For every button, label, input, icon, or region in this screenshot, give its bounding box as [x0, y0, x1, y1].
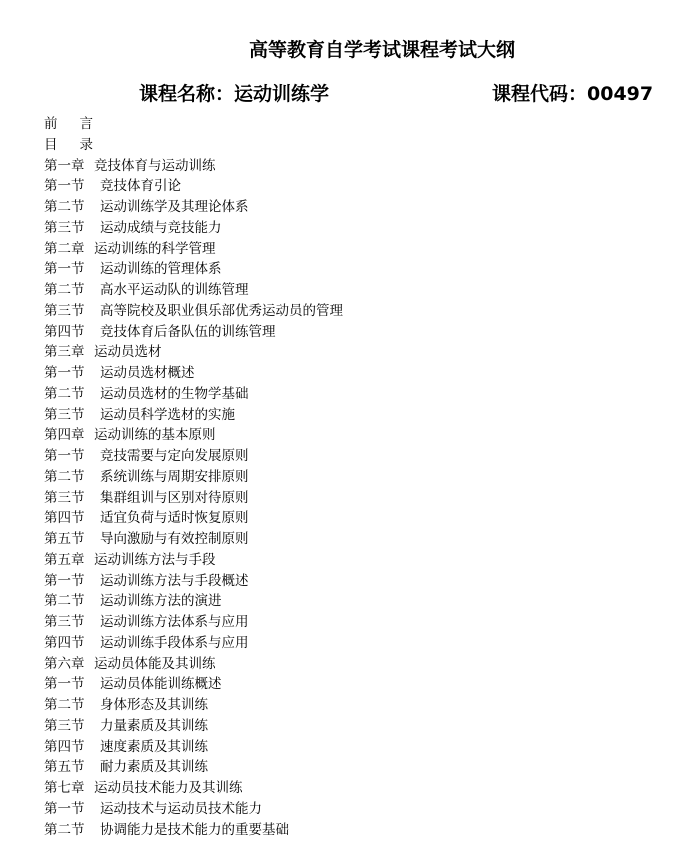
toc-section	[44, 322, 343, 343]
toc-label: 第二节	[44, 593, 85, 610]
toc-title: 集群组训与区别对待原则	[100, 489, 249, 506]
toc-title: 运动训练方法体系与应用	[100, 614, 249, 630]
toc-chapter	[44, 654, 343, 675]
toc-label: 第二节	[44, 697, 85, 713]
toc-label: 第一节	[44, 800, 85, 817]
toc-label: 第一节	[44, 676, 85, 693]
toc-label: 第二节	[44, 821, 85, 838]
toc-chapter	[44, 550, 343, 571]
toc-label: 第三节	[44, 406, 85, 423]
toc-section	[44, 757, 343, 778]
toc-section	[44, 529, 343, 550]
toc-label: 第三节	[44, 219, 85, 236]
toc-title: 导向激励与有效控制原则	[100, 531, 249, 547]
toc-label: 第二节	[44, 385, 85, 402]
toc-section	[44, 218, 343, 239]
toc-title: 竞技体育与运动训练	[94, 157, 216, 174]
toc-section	[44, 446, 343, 467]
toc-title: 运动训练学及其理论体系	[100, 199, 249, 215]
toc-front-matter	[44, 114, 343, 135]
toc-label: 第五节	[44, 531, 85, 547]
toc-label: 第四节	[44, 738, 85, 755]
toc-label: 第二节	[44, 282, 85, 298]
toc-section	[44, 716, 343, 737]
toc-label: 第一节	[44, 261, 85, 278]
toc-title: 高等院校及职业俱乐部优秀运动员的管理	[100, 302, 343, 319]
toc-title: 竞技体育后备队伍的训练管理	[100, 323, 276, 340]
toc-title: 运动员科学选材的实施	[100, 406, 235, 423]
toc-section	[44, 488, 343, 509]
toc-label: 第三章	[44, 344, 85, 361]
toc-section	[44, 301, 343, 322]
toc-chapter	[44, 778, 343, 799]
toc-section	[44, 633, 343, 654]
toc-title: 运动训练的管理体系	[100, 261, 222, 278]
toc-title: 运动成绩与竞技能力	[100, 219, 222, 236]
toc-label: 第三节	[44, 717, 85, 734]
toc-section	[44, 405, 343, 426]
toc-label: 第四节	[44, 634, 85, 651]
toc-label: 第三节	[44, 302, 85, 319]
toc-label: 第二节	[44, 468, 85, 485]
toc-title: 适宜负荷与适时恢复原则	[100, 510, 249, 527]
toc-title: 速度素质及其训练	[100, 738, 208, 755]
toc-section	[44, 508, 343, 529]
toc-label: 第七章	[44, 780, 85, 796]
toc-section	[44, 737, 343, 758]
toc-section	[44, 197, 343, 218]
toc-title: 高水平运动队的训练管理	[100, 282, 249, 298]
toc-title: 耐力素质及其训练	[100, 759, 208, 776]
toc-front-matter	[44, 135, 343, 156]
course-code: 课程代码：00497	[492, 83, 654, 105]
toc-label: 第一节	[44, 448, 85, 464]
toc-title: 运动员选材概述	[100, 365, 195, 381]
toc-title: 运动训练方法与手段	[94, 551, 216, 568]
toc-section	[44, 176, 343, 197]
toc-title: 运动训练手段体系与应用	[100, 634, 249, 651]
toc-section	[44, 695, 343, 716]
document-title: 高等教育自学考试课程考试大纲	[248, 39, 515, 61]
toc-label: 第二节	[44, 199, 85, 215]
toc-title: 运动员选材的生物学基础	[100, 385, 249, 402]
toc-title: 运动训练的基本原则	[94, 427, 216, 444]
toc-title: 协调能力是技术能力的重要基础	[100, 821, 289, 838]
toc-label: 第六章	[44, 655, 85, 672]
toc-title: 运动训练方法的演进	[100, 593, 222, 610]
toc-section	[44, 591, 343, 612]
toc-chapter	[44, 342, 343, 363]
toc-section	[44, 363, 343, 384]
toc-section	[44, 384, 343, 405]
toc-section	[44, 280, 343, 301]
toc-label: 第二章	[44, 240, 85, 257]
toc-title: 运动员体能训练概述	[100, 676, 222, 693]
toc-label: 第四节	[44, 323, 85, 340]
toc-title: 运动技术与运动员技术能力	[100, 800, 262, 817]
toc-chapter	[44, 156, 343, 177]
course-name: 课程名称：运动训练学	[139, 83, 330, 105]
toc-label: 第一节	[44, 572, 85, 589]
toc-title: 系统训练与周期安排原则	[100, 468, 249, 485]
toc-title: 运动员体能及其训练	[94, 655, 216, 672]
toc-section	[44, 674, 343, 695]
toc-section	[44, 571, 343, 592]
toc-title: 运动员选材	[94, 344, 162, 361]
toc-label: 第四章	[44, 427, 85, 444]
table-of-contents	[44, 114, 343, 840]
toc-label: 目录	[44, 136, 115, 153]
toc-title: 运动训练的科学管理	[94, 240, 216, 257]
toc-label: 前言	[44, 116, 115, 132]
toc-title: 身体形态及其训练	[100, 697, 208, 713]
toc-section	[44, 820, 343, 841]
toc-label: 第四节	[44, 510, 85, 527]
toc-chapter	[44, 425, 343, 446]
toc-label: 第三节	[44, 489, 85, 506]
toc-section	[44, 612, 343, 633]
toc-chapter	[44, 239, 343, 260]
toc-label: 第一节	[44, 365, 85, 381]
toc-title: 运动员技术能力及其训练	[94, 780, 243, 796]
toc-title: 力量素质及其训练	[100, 717, 208, 734]
toc-title: 运动训练方法与手段概述	[100, 572, 249, 589]
toc-section	[44, 799, 343, 820]
toc-label: 第三节	[44, 614, 85, 630]
toc-section	[44, 467, 343, 488]
toc-label: 第一节	[44, 178, 85, 195]
course-info	[0, 80, 676, 108]
toc-title: 竞技体育引论	[100, 178, 181, 195]
toc-label: 第五节	[44, 759, 85, 776]
toc-section	[44, 259, 343, 280]
toc-label: 第五章	[44, 551, 85, 568]
toc-label: 第一章	[44, 157, 85, 174]
toc-title: 竞技需要与定向发展原则	[100, 448, 249, 464]
